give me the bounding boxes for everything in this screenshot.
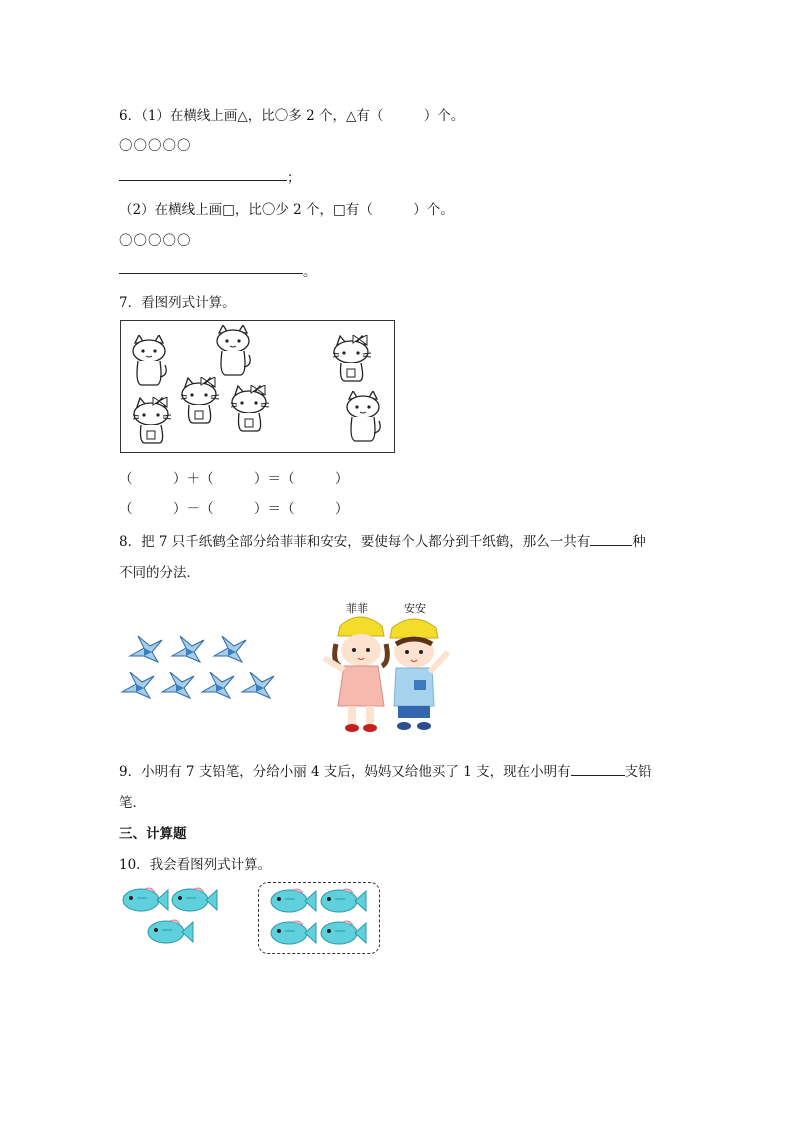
q8-text-a: 8．把 7 只千纸鹤全部分给菲菲和安安，要使每个人都分到千纸鹤，那么一共有 <box>119 534 591 550</box>
kitty-bow-icon <box>179 377 221 425</box>
crane-group <box>120 630 280 702</box>
fish-icon <box>269 887 317 915</box>
kitty-bow-icon <box>229 385 271 433</box>
paper-crane-icon <box>128 634 164 664</box>
kid-name-anan: 安安 <box>404 602 426 615</box>
q7-subtraction-equation[interactable]: （ ）－（ ）＝（ ） <box>119 501 349 517</box>
q9-answer-blank[interactable] <box>571 775 625 776</box>
q6-answer-line-1[interactable] <box>119 180 287 181</box>
kid-name-feifei: 菲菲 <box>346 602 368 615</box>
paper-crane-icon <box>240 670 276 700</box>
fish-icon <box>146 918 194 946</box>
q6-part1: 6．（1）在横线上画△，比〇多 2 个，△有（ ）个。 <box>119 108 465 124</box>
q9-line-2: 笔． <box>119 795 146 811</box>
q10-title: 10．我会看图列式计算。 <box>119 857 272 873</box>
q8-line-2: 不同的分法． <box>119 565 200 581</box>
q8-answer-blank[interactable] <box>590 545 632 546</box>
q6-end-1: ； <box>287 170 301 186</box>
cat-icon <box>213 325 253 377</box>
kitty-bow-icon <box>131 397 173 445</box>
paper-crane-icon <box>212 634 248 664</box>
fish-icon <box>170 886 218 914</box>
fish-icon <box>319 919 367 947</box>
section-title-calculation: 三、计算题 <box>119 826 187 842</box>
fish-icon <box>269 919 317 947</box>
paper-crane-icon <box>160 670 196 700</box>
paper-crane-icon <box>200 670 236 700</box>
q7-title: 7．看图列式计算。 <box>119 295 236 311</box>
q6-part2: （2）在横线上画□，比〇少 2 个，□有（ ）个。 <box>119 202 454 218</box>
two-kids-illustration <box>318 598 458 738</box>
paper-crane-icon <box>120 670 156 700</box>
q6-circles-1: 〇〇〇〇〇 <box>119 138 192 154</box>
q7-cat-picture <box>120 320 395 453</box>
cat-icon <box>343 391 383 443</box>
q8-line-1 <box>119 530 646 550</box>
q6-circles-2: 〇〇〇〇〇 <box>119 233 192 249</box>
fish-icon <box>319 887 367 915</box>
q9-text-b: 支铅 <box>624 764 652 780</box>
q9-line-1 <box>119 760 652 780</box>
q6-end-2: 。 <box>303 264 317 280</box>
kitty-bow-icon <box>331 335 373 383</box>
q8-text-b: 种 <box>632 534 646 550</box>
q7-addition-equation[interactable]: （ ）＋（ ）＝（ ） <box>119 471 349 487</box>
fish-group-box <box>258 882 380 954</box>
fish-icon <box>121 886 169 914</box>
q9-text-a: 9．小明有 7 支铅笔，分给小丽 4 支后，妈妈又给他买了 1 支，现在小明有 <box>119 764 571 780</box>
q6-answer-line-2[interactable] <box>119 273 303 274</box>
paper-crane-icon <box>170 634 206 664</box>
kids-drawing <box>318 614 458 736</box>
cat-icon <box>129 335 169 387</box>
